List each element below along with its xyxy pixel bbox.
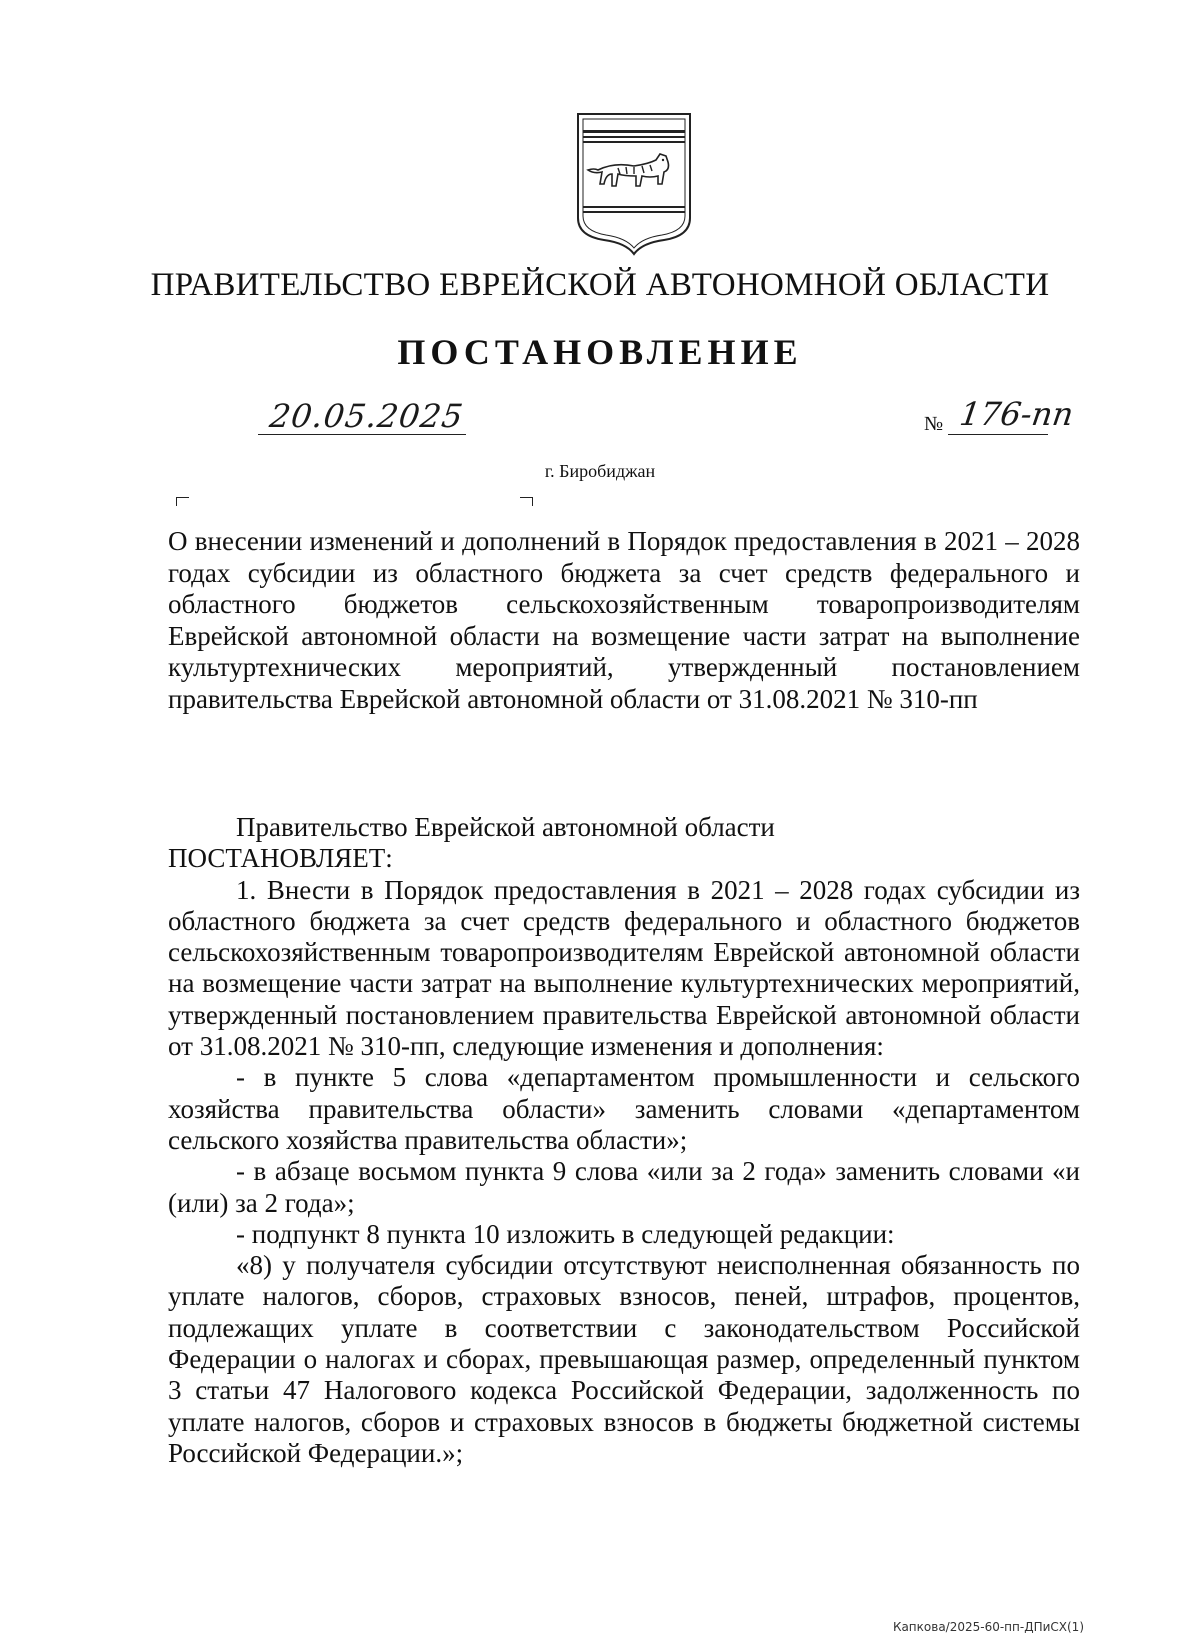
body-paragraph: - в абзаце восьмом пункта 9 слова «или за 2 года» заменить словами «и (или) за 2 года»; [168,1156,1080,1218]
number-underline [948,434,1048,435]
coat-of-arms-icon [574,110,694,256]
body-paragraph: - подпункт 8 пункта 10 изложить в следующей редакции: [236,1218,895,1249]
document-date: 20.05.2025 [267,397,466,435]
document-subject: О внесении изменений и дополнений в Порядок предоставления в 2021 – 2028 годах субсидии из областного бюджета за счет средств федерального и областного бюджетов сельскохозяйственным товаропроизводителям Еврейской автономной области на возмещение части затрат на выполнение культуртехнических мероприятий, утвержденный постановлением правительства Еврейской автономной области от 31.08.2021 № 310-пп [168,526,1080,714]
date-underline [258,434,466,435]
document-type: ПОСТАНОВЛЕНИЕ [397,332,803,372]
preamble-line-2: ПОСТАНОВЛЯЕТ: [168,843,393,874]
preamble-line-1: Правительство Еврейской автономной области [236,812,775,842]
subject-bracket-left [176,497,189,506]
government-title: ПРАВИТЕЛЬСТВО ЕВРЕЙСКОЙ АВТОНОМНОЙ ОБЛАСТИ [150,267,1050,303]
footer-reference: Капкова/2025-60-пп-ДПиСХ(1) [892,1620,1084,1634]
document-number: 176-пп [957,395,1076,433]
document-body [168,812,1080,1469]
city: г. Биробиджан [544,461,656,481]
number-label: № [924,413,944,435]
subject-bracket-right [520,497,533,506]
body-paragraph: «8) у получателя субсидии отсутствуют неисполненная обязанность по уплате налогов, сборов, страховых взносов, пеней, штрафов, процентов, подлежащих уплате в соответствии с законодательством Российской Федерации о налогах и сборах, превышающая размер, определенный пунктом 3 статьи 47 Налогового кодекса Российской Федерации, задолженность по уплате налогов, сборов и страховых взносов в бюджеты бюджетной системы Российской Федерации.»; [168,1250,1080,1468]
body-paragraph: 1. Внести в Порядок предоставления в 2021 – 2028 годах субсидии из областного бюджета за счет средств федерального и областного бюджетов сельскохозяйственным товаропроизводителям Еврейской автономной области на возмещение части затрат на выполнение культуртехнических мероприятий, утвержденный постановлением правительства Еврейской автономной области от 31.08.2021 № 310-пп, следующие изменения и дополнения: [168,874,1080,1062]
body-paragraph: - в пункте 5 слова «департаментом промышленности и сельского хозяйства правительства области» заменить словами «департаментом сельского хозяйства правительства области»; [168,1062,1080,1155]
